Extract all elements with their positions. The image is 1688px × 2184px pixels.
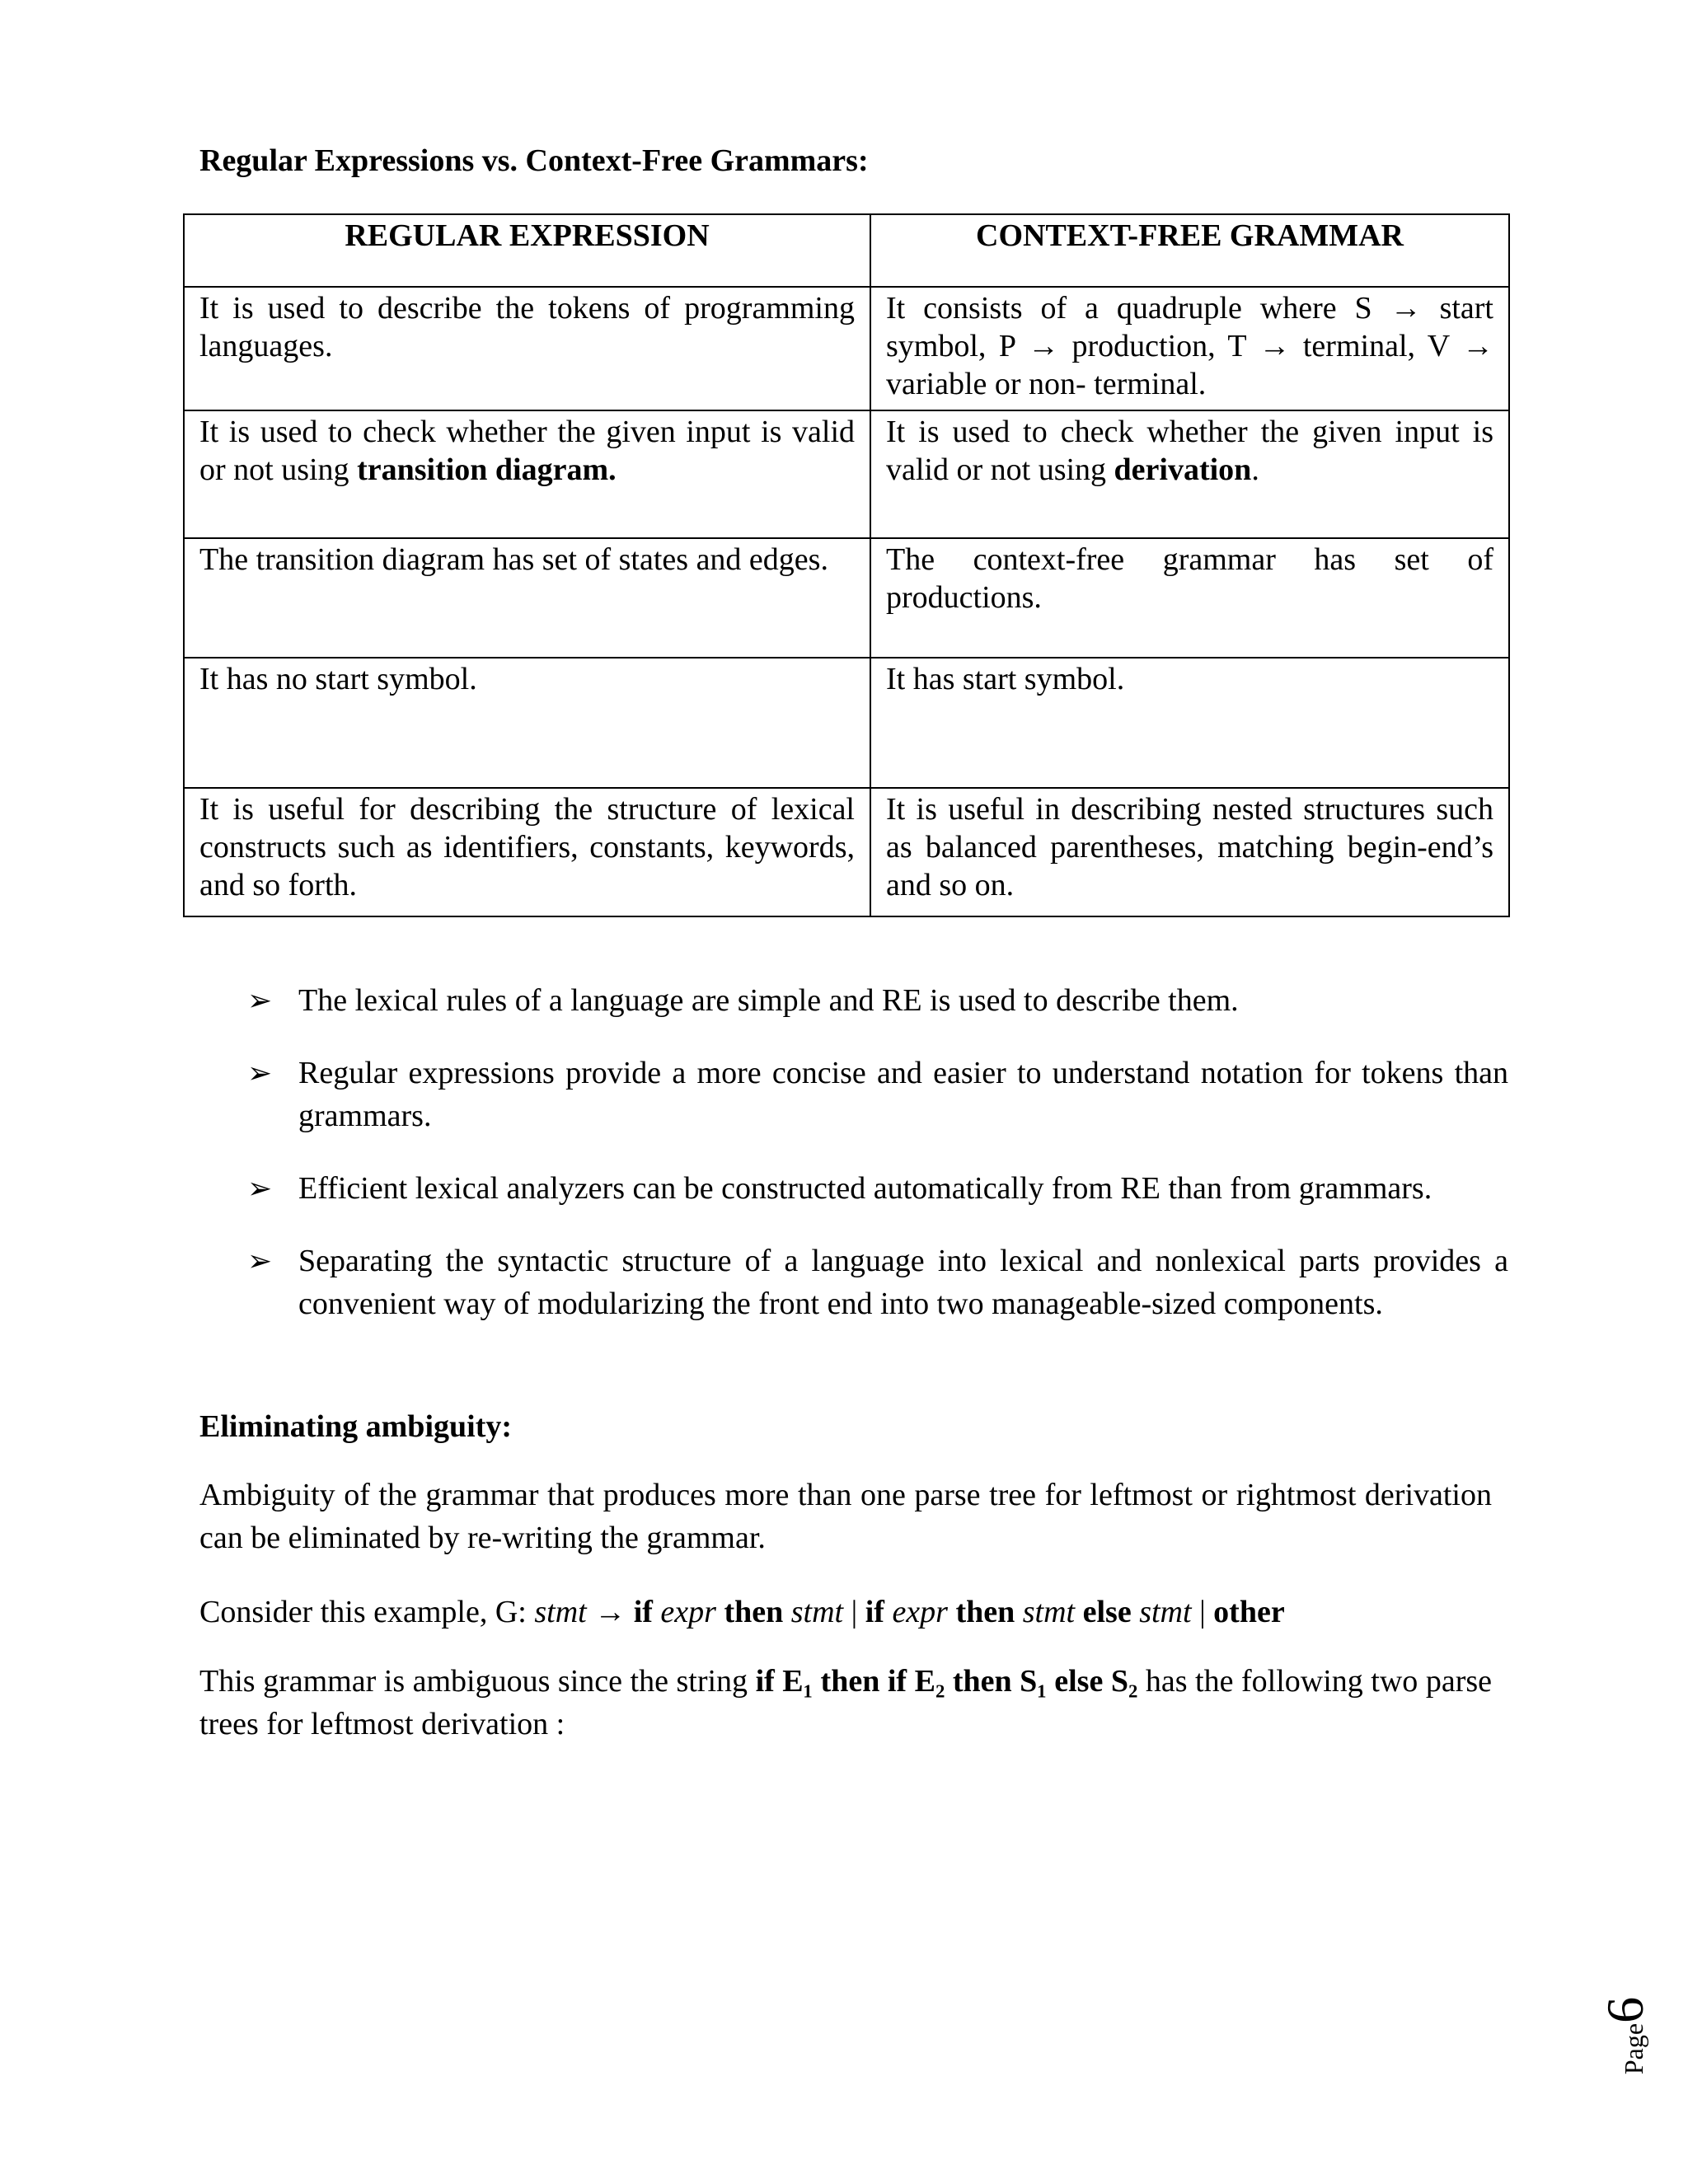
- arrowhead-bullet-icon: ➢: [247, 984, 273, 1017]
- table-cell-cfg: It has start symbol.: [870, 658, 1509, 788]
- cell-text: It is used to check whether the given input is valid or not using: [199, 415, 855, 487]
- nonterminal: stmt: [1131, 1595, 1200, 1629]
- page-number-value: 6: [1596, 1996, 1654, 2023]
- table-header-row: [184, 214, 1509, 287]
- table-cell-re: It is used to describe the tokens of programming languages.: [184, 287, 870, 410]
- bullet-text: The lexical rules of a language are simple and RE is used to describe them.: [298, 983, 1239, 1018]
- arrow-symbol: →: [586, 1595, 634, 1629]
- table-cell-re: The transition diagram has set of states and edges.: [184, 538, 870, 658]
- arrowhead-bullet-icon: ➢: [247, 1172, 273, 1205]
- list-item: [247, 1052, 1508, 1137]
- table-cell-cfg: [870, 410, 1509, 538]
- list-item: [247, 1240, 1508, 1325]
- nonterminal: stmt: [1015, 1595, 1083, 1629]
- comparison-table: [183, 213, 1510, 917]
- bullet-text: Regular expressions provide a more concise and easier to understand notation for tokens than grammars.: [298, 1056, 1508, 1133]
- subsection-heading: Eliminating ambiguity:: [199, 1409, 512, 1444]
- keyword: then: [724, 1595, 784, 1629]
- list-item: [247, 979, 1508, 1022]
- page-label: Page: [1619, 2022, 1648, 2075]
- table-header-cfg: CONTEXT-FREE GRAMMAR: [870, 214, 1509, 287]
- table-row: [184, 410, 1509, 538]
- table-cell-re: It is useful for describing the structure of lexical constructs such as identifiers, constants, keywords, and so forth.: [184, 788, 870, 916]
- bullet-text: Efficient lexical analyzers can be constructed automatically from RE than from grammars.: [298, 1171, 1432, 1206]
- table-cell-re: [184, 410, 870, 538]
- table-cell-re: It has no start symbol.: [184, 658, 870, 788]
- grammar-example: [199, 1591, 1492, 1633]
- example-lead: Consider this example, G:: [199, 1595, 535, 1629]
- keyword: then: [955, 1595, 1015, 1629]
- alternation-bar: |: [1199, 1595, 1214, 1629]
- paragraph: [199, 1660, 1492, 1746]
- table-cell-cfg: It consists of a quadruple where S → start symbol, P → production, T → terminal, V → variable or non- terminal.: [870, 287, 1509, 410]
- table-cell-cfg: The context-free grammar has set of productions.: [870, 538, 1509, 658]
- keyword: if: [633, 1595, 653, 1629]
- nonterminal: expr: [652, 1595, 724, 1629]
- table-row: [184, 788, 1509, 916]
- table-row: [184, 658, 1509, 788]
- section-title: Regular Expressions vs. Context-Free Grammars:: [199, 143, 869, 178]
- paragraph: Ambiguity of the grammar that produces more than one parse tree for leftmost or rightmost derivation can be eliminated by re-writing the grammar.: [199, 1478, 1492, 1555]
- arrowhead-bullet-icon: ➢: [247, 1057, 273, 1090]
- nonterminal: stmt: [783, 1595, 851, 1629]
- page-number: [1595, 1986, 1688, 2085]
- table-header-re: REGULAR EXPRESSION: [184, 214, 870, 287]
- list-item: [247, 1167, 1508, 1210]
- nonterminal: expr: [884, 1595, 956, 1629]
- arrowhead-bullet-icon: ➢: [247, 1244, 273, 1277]
- keyword: else: [1082, 1595, 1132, 1629]
- paragraph-lead: This grammar is ambiguous since the string: [199, 1664, 756, 1699]
- nonterminal: stmt: [534, 1595, 587, 1629]
- keyword: other: [1213, 1595, 1285, 1629]
- ambiguous-string: if E₁ then if E₂ then S₁ else S₂: [755, 1664, 1138, 1699]
- bullet-text: Separating the syntactic structure of a language into lexical and nonlexical parts provides a convenient way of modularizing the front end into two manageable-sized components.: [298, 1244, 1508, 1321]
- cell-text: .: [1251, 452, 1259, 487]
- paragraph-tail: has the following two parse trees for leftmost derivation :: [199, 1664, 1492, 1741]
- table-row: [184, 287, 1509, 410]
- cell-bold-text: transition diagram.: [357, 452, 617, 487]
- cell-text: It is used to check whether the given input is valid or not using: [886, 415, 1493, 487]
- alternation-bar: |: [851, 1595, 865, 1629]
- cell-bold-text: derivation: [1114, 452, 1252, 487]
- bullet-list: [247, 979, 1508, 1355]
- keyword: if: [865, 1595, 884, 1629]
- table-cell-cfg: It is useful in describing nested structures such as balanced parentheses, matching begin-end’s and so on.: [870, 788, 1509, 916]
- table-row: [184, 538, 1509, 658]
